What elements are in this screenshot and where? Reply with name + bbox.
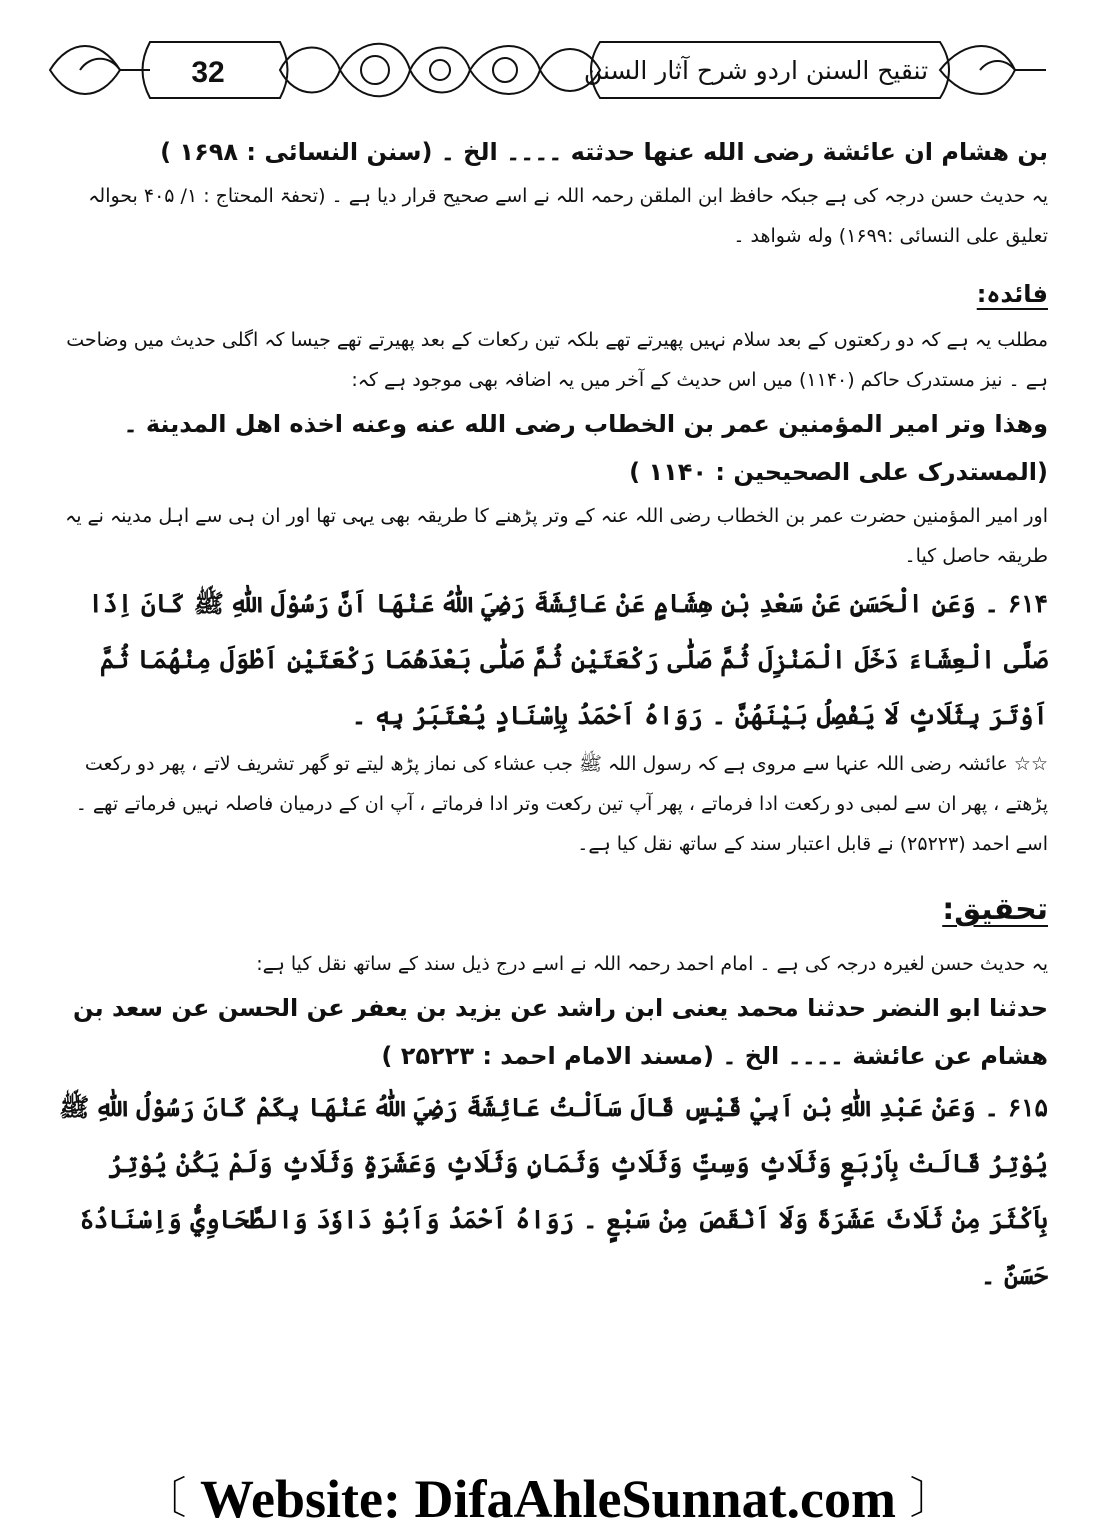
arabic-quote-musnad: حدثنا ابو النضر حدثنا محمد یعنی ابن راشد عن یزید بن یعفر عن الحسن عن سعد بن هشام عن عائشة ۔۔۔۔ الخ ۔ (مسند الامام احمد : ۲۵۲۲۳ ) <box>73 994 1048 1070</box>
hadith-614-translation: ☆☆ عائشہ رضی اللہ عنہا سے مروی ہے کہ رسول اللہ ﷺ جب عشاء کی نماز پڑھ لیتے تو گھر تشریف لاتے ، پھر دو رکعت پڑھتے ، پھر ان سے لمبی دو رکعت ادا فرماتے ، پھر آپ تین رکعت وتر ادا فرماتے ، آپ ان کے درمیان فاصلہ نہیں فرماتے تھے ۔ اسے احمد (۲۵۲۲۳) نے قابل اعتبار سند کے ساتھ نقل کیا ہے۔ <box>75 753 1048 855</box>
tahqiq-paragraph: یہ حدیث حسن لغیرہ درجہ کی ہے ۔ امام احمد رحمہ اللہ نے اسے درج ذیل سند کے ساتھ نقل کیا ہے: <box>256 953 1048 975</box>
grading-paragraph: یہ حدیث حسن درجہ کی ہے جبکہ حافظ ابن الملقن رحمہ اللہ نے اسے صحیح قرار دیا ہے ۔ (تحفۃ المحتاج : ۱/ ۴۰۵ بحوالہ تعلیق علی النسائی :۱۶۹۹) وله شواهد ۔ <box>88 185 1048 247</box>
website-link[interactable]: Website: DifaAhleSunnat.com <box>199 1469 896 1529</box>
hadith-615: ۶۱۵ ۔ وَعَنْ عَبْدِ اللّٰهِ بْنِ اَبِيْ قَيْسٍ قَالَ سَاَلْتُ عَائِشَةَ رَضِيَ اللّٰهُ عَنْهَا بِكَمْ كَانَ رَسُوْلُ اللّٰهِ ﷺ يُوْتِرُ قَالَتْ بِاَرْبَعٍ وَثَلَاثٍ وَسِتٍّ وَثَلَاثٍ وَثَمَانٍ وَثَلَاثٍ وَعَشَرَةٍ وَثَلَاثٍ وَلَمْ يَكُنْ يُوْتِرُ بِاَكْثَرَ مِنْ ثَلَاثَ عَشَرَةَ وَلَا اَنْقَصَ مِنْ سَبْعٍ ۔ رَوَاهُ اَحْمَدُ وَاَبُوْ دَاوٗدَ وَالطَّحَاوِيُّ وَاِسْنَادُهٗ حَسَنٌ ۔ <box>59 1093 1048 1290</box>
footer-bracket-left: 〔 <box>142 1474 187 1523</box>
faida-paragraph: مطلب یہ ہے کہ دو رکعتوں کے بعد سلام نہیں پھیرتے تھے بلکہ تین رکعات کے بعد پھیرتے تھے جیسا کہ اگلی حدیث میں وضاحت ہے ۔ نیز مستدرک حاکم (۱۱۴۰) میں اس حدیث کے آخر میں یہ اضافہ بھی موجود ہے کہ: <box>66 329 1048 391</box>
book-title: تنقیح السنن اردو شرح آثار السنن <box>583 56 929 85</box>
translation-paragraph: اور امیر المؤمنین حضرت عمر بن الخطاب رضی اللہ عنہ کے وتر پڑھنے کا طریقہ بھی یہی تھا اور ان ہی سے اہل مدینہ نے یہ طریقہ حاصل کیا۔ <box>65 505 1048 567</box>
footer-bracket-right: 〕 <box>909 1474 954 1523</box>
page-header <box>40 30 1056 110</box>
heading-faida: فائدہ: <box>976 280 1048 308</box>
hadith-614: ۶۱۴ ۔ وَعَنِ الْحَسَنِ عَنْ سَعْدِ بْنِ هِشَامٍ عَنْ عَائِشَةَ رَضِيَ اللّٰهُ عَنْهَا اَنَّ رَسُوْلَ اللّٰهِ ﷺ كَانَ اِذَا صَلَّى الْعِشَاءَ دَخَلَ الْمَنْزِلَ ثُمَّ صَلّٰى رَكْعَتَيْنِ ثُمَّ صَلّٰى بَعْدَهُمَا رَكْعَتَيْنِ اَطْوَلَ مِنْهُمَا ثُمَّ اَوْتَرَ بِثَلَاثٍ لَا يَفْصِلُ بَيْنَهُنَّ ۔ رَوَاهُ اَحْمَدُ بِاِسْنَادٍ يُعْتَبَرُ بِهٖ ۔ <box>88 589 1048 730</box>
heading-tahqiq: تحقیق: <box>942 892 1048 927</box>
arabic-isnad-line: بن هشام ان عائشة رضی الله عنها حدثته ۔۔۔۔ الخ ۔ (سنن النسائی : ۱۶۹۸ ) <box>160 138 1048 166</box>
page-body <box>48 128 1048 1304</box>
page-number: 32 <box>191 56 225 89</box>
website-footer <box>0 1462 1096 1536</box>
arabic-quote-mustadrak: وهذا وتر امير المؤمنين عمر بن الخطاب رضی الله عنه وعنه اخذه اهل المدينة ۔ (المستدرک علی الصحیحین : ۱۱۴۰ ) <box>123 410 1048 486</box>
